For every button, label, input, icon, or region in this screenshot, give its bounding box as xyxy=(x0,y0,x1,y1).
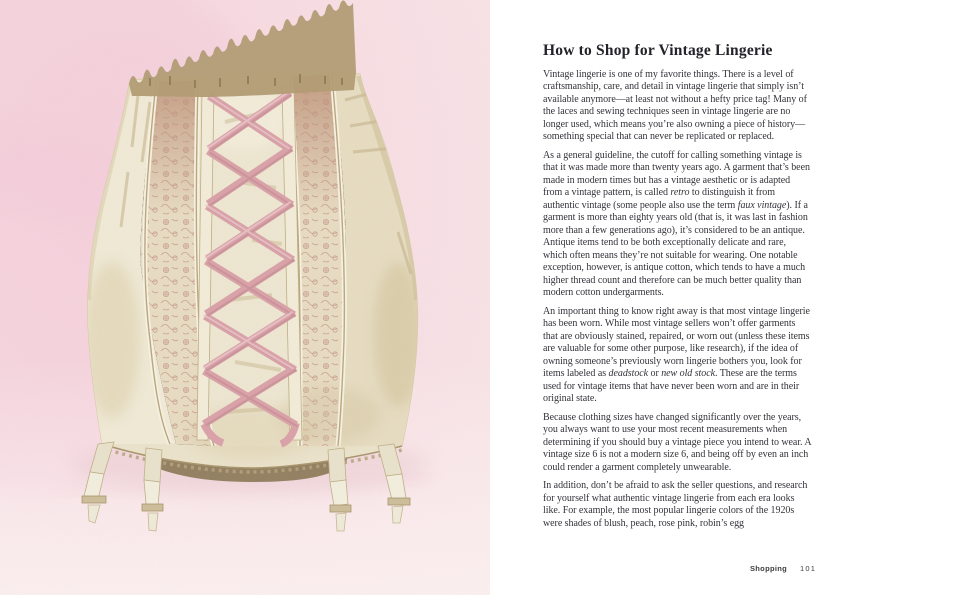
body-paragraph: An important thing to know right away is that most vintage lingerie has been worn. While most vintage sellers won’t offer garments that are obviously stained, repaired, or worn out (unless these items are valuable for some other purpose, like research), if the idea of owning someone’s previously worn lingerie bothers you, look for items labeled as deadstock or new old stock. These are the terms used for vintage items that have never been worn and are in their original state. xyxy=(543,305,810,405)
footer-section-label: Shopping xyxy=(750,564,787,573)
right-page-text xyxy=(490,0,980,595)
page-footer xyxy=(750,564,816,573)
body-paragraph: Because clothing sizes have changed significantly over the years, you always want to use your most recent measurements when determining if you should buy a vintage piece you intend to wear. A vintage size 6 is not a modern size 6, and being off by even an inch could render a garment completely unwearable. xyxy=(543,411,811,473)
page-title: How to Shop for Vintage Lingerie xyxy=(543,42,773,59)
body-paragraph: In addition, don’t be afraid to ask the seller questions, and research for yourself what authentic vintage lingerie from each era looks like. For example, the most popular lingerie colors of the 1920s were shades of blush, peach, rose pink, robin’s egg xyxy=(543,480,808,529)
body-paragraph: As a general guideline, the cutoff for calling something vintage is that it was made more than twenty years ago. A garment that’s been made in modern times but has a vintage aesthetic or is adapted from a vintage pattern, is called retro to distinguish it from authentic vintage (some people also use the term faux vintage). If a garment is more than eighty years old (that is, it was last in fashion more than a few generations ago), it’s considered to be an antique. Antique items tend to be both exceptionally delicate and rare, which often means they’re not suitable for wearing. One notable exception, however, is antique cotton, which tends to have a much higher thread count and therefore can be much better quality than modern cotton undergarments. xyxy=(543,149,810,299)
text-column xyxy=(543,42,811,536)
body-paragraph: Vintage lingerie is one of my favorite things. There is a level of craftsmanship, care, and detail in vintage lingerie that simply isn’t available anymore—at least not without a hefty price tag! Many of the laces and sewing techniques seen in vintage lingerie are no longer used, which means you’re also owning a piece of history—something special that can never be replicated or replaced. xyxy=(543,68,807,143)
footer-page-number: 101 xyxy=(799,564,817,573)
